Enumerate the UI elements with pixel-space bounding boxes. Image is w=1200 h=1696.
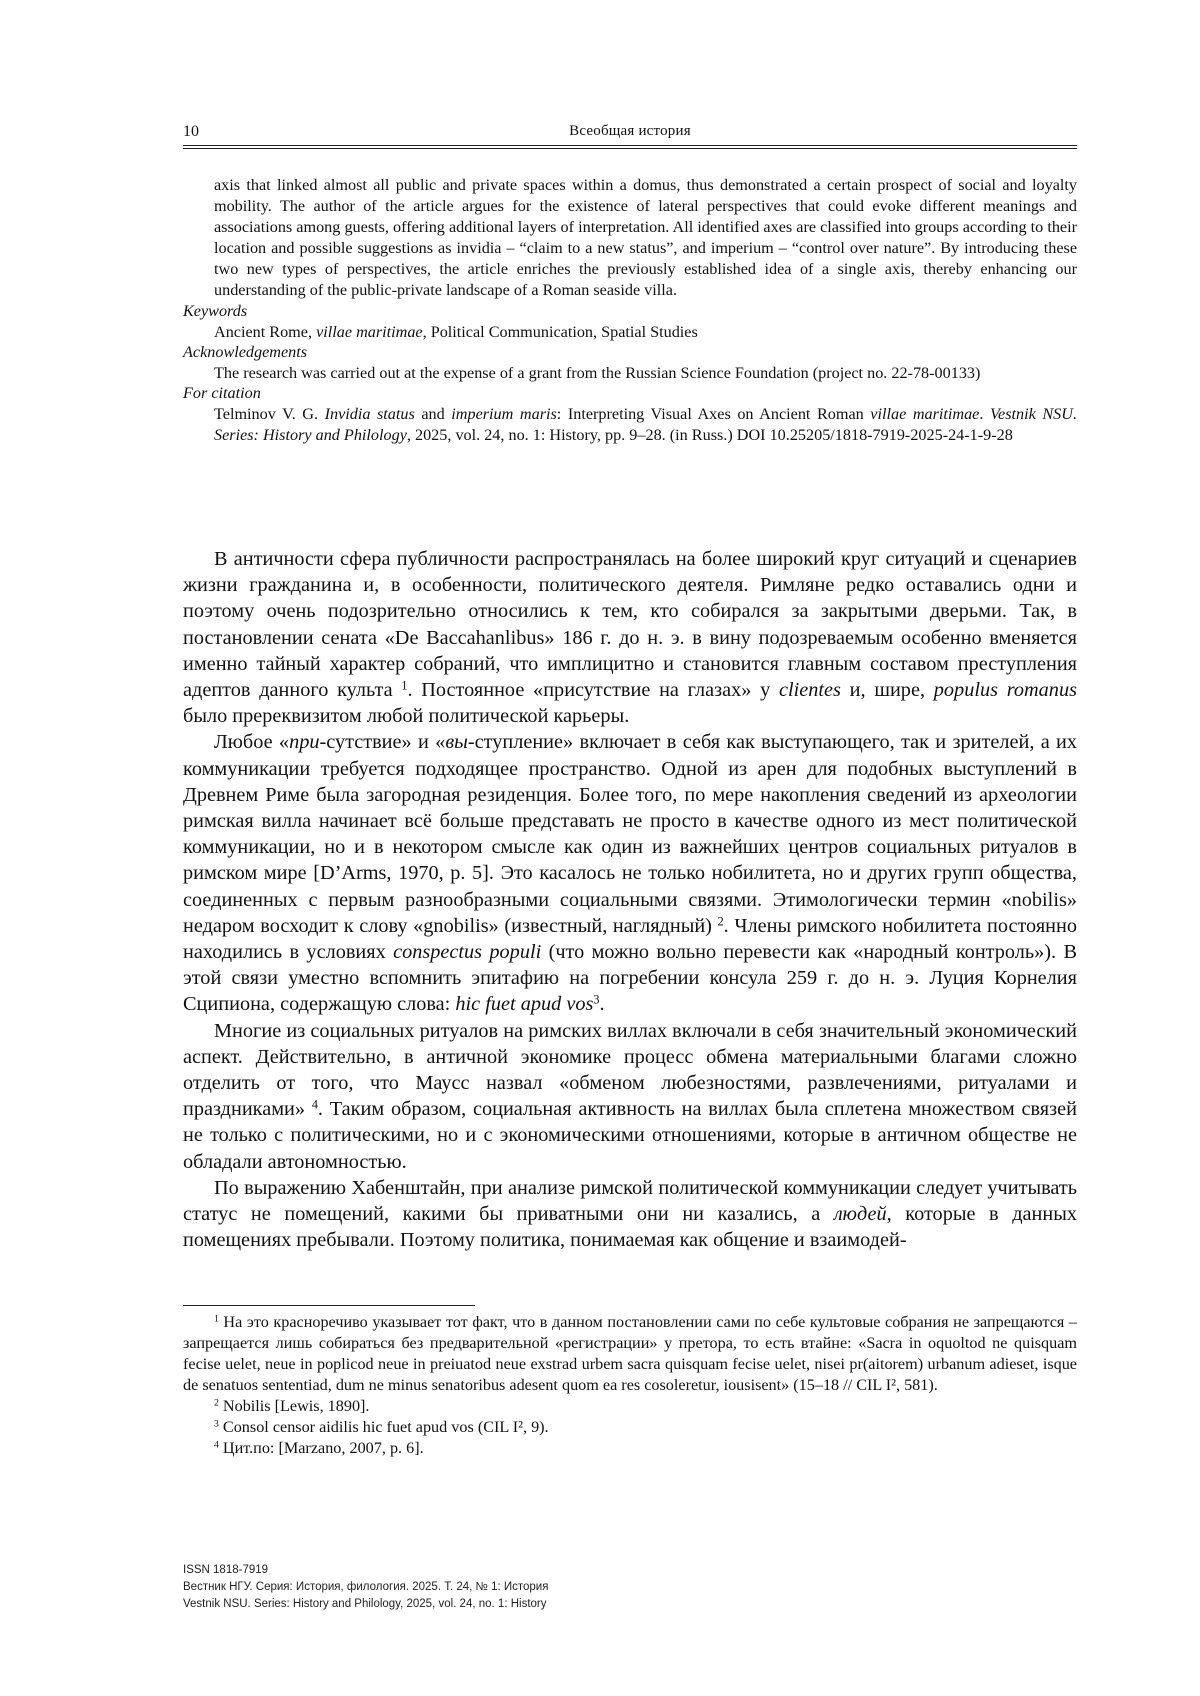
citation-block bbox=[183, 383, 1077, 446]
page-number: 10 bbox=[183, 123, 199, 140]
footer-journal-ru: Вестник НГУ. Серия: История, филология. 2025. Т. 24, № 1: История bbox=[183, 1581, 549, 1593]
header-rule-thick bbox=[183, 148, 1077, 149]
abstract-continuation: axis that linked almost all public and private spaces within a domus, thus demonstrated a certain prospect of social and loyalty mobility. The author of the article argues for the existence of lateral perspectives that could evoke different meanings and associations among guests, offering additional layers of interpretation. All identified axes are classified into groups according to their location and possible suggestions as invidia – “claim to a new status”, and imperium – “control over nature”. By introducing these two new types of perspectives, the article enriches the previously established idea of a single axis, thereby enhancing our understanding of the public-private landscape of a Roman seaside villa. bbox=[214, 176, 1077, 299]
footnote-rule bbox=[183, 1305, 475, 1306]
paragraph-1: В античности сфера публичности распространялась на более широкий круг ситуаций и сценариев жизни гражданина и, в особенности, политического деятеля. Римляне редко оставались одни и поэтому очень подозрительно относились к тем, кто собирался за закрытыми дверьми. Так, в постановлении сената «De Baccahanlibus» 186 г. до н. э. в вину подозреваемым особенно вменяется именно тайный характер собраний, что имплицитно и становится главным составом преступления адептов данного культа $^1$. Постоянное «присутствие на глазах» у clientes и, шире, populus romanus было пререквизитом любой политической карьеры. bbox=[183, 548, 1077, 728]
footnote-3: $^3$ Consol censor aidilis hic fuet apud vos (CIL I², 9). bbox=[214, 1418, 549, 1436]
citation-value: Telminov V. G. Invidia status and imperium maris: Interpreting Visual Axes on Ancient Roman villae maritimae. Vestnik NSU. Series: History and Philology, 2025, vol. 24, no. 1: History, pp. 9–28. (in Russ.) DOI 10.25205/1818-7919-2025-24-1-9-28 bbox=[214, 405, 1078, 444]
citation-label: For citation bbox=[183, 384, 261, 402]
paragraph-3: Многие из социальных ритуалов на римских виллах включали в себя значительный экономический аспект. Действительно, в античной экономике процесс обмена материальными благами сложно отделить от того, что Маусс назвал «обменом любезностями, развлечениями, ритуалами и праздниками» $^4$. Таким образом, социальная активность на виллах была сплетена множеством связей не только с политическими, но и с экономическими отношениями, которые в античном обществе не обладали автономностью. bbox=[183, 1019, 1077, 1173]
keywords-block bbox=[183, 301, 1077, 343]
footnote-ref-4[interactable]: 4 bbox=[311, 1097, 318, 1112]
keywords-value: Ancient Rome, villae maritimae, Political Communication, Spatial Studies bbox=[214, 323, 698, 341]
acknowledgements-label: Acknowledgements bbox=[183, 343, 308, 361]
footnote-ref-1[interactable]: 1 bbox=[401, 678, 408, 693]
footnote-4: $^4$ Цит.по: [Marzano, 2007, p. 6]. bbox=[214, 1439, 424, 1457]
acknowledgements-block bbox=[183, 342, 1077, 384]
header-rule bbox=[183, 145, 1077, 146]
acknowledgements-value: The research was carried out at the expense of a grant from the Russian Science Foundation (project no. 22-78-00133) bbox=[214, 364, 981, 382]
keywords-label: Keywords bbox=[183, 302, 248, 320]
page-footer bbox=[183, 1562, 548, 1613]
article-body bbox=[183, 546, 1077, 1253]
footnotes bbox=[183, 1312, 1077, 1459]
footnote-2: $^2$ Nobilis [Lewis, 1890]. bbox=[214, 1397, 370, 1415]
footer-issn: ISSN 1818-7919 bbox=[183, 1564, 269, 1576]
paragraph-2: Любое «при-сутствие» и «вы-ступление» включает в себя как выступающего, так и зрителей, а их коммуникации требуется подходящее пространство. Одной из арен для подобных выступлений в Древнем Риме была загородная резиденция. Более того, по мере накопления сведений из археологии римская вилла начинает всё больше представать не просто в качестве одного из мест политической коммуникации, но и в некотором смысле как один из важнейших центров социальных ритуалов в римском мире [D’Arms, 1970, p. 5]. Это касалось не только нобилитета, но и других групп общества, соединенных с первым разнообразными социальными связями. Этимологически термин «nobilis» недаром восходит к слову «gnobilis» (известный, наглядный) $^2$. Члены римского нобилитета постоянно находились в условиях conspectus populi (что можно вольно перевести как «народный контроль»). В этой связи уместно вспомнить эпитафию на погребении консула 259 г. до н. э. Луция Корнелия Сципиона, содержащую слова: hic fuet apud vos$^3$. bbox=[183, 731, 1078, 1016]
running-header: Всеобщая история bbox=[569, 123, 691, 139]
paragraph-4: По выражению Хабенштайн, при анализе римской политической коммуникации следует учитывать статус не помещений, какими бы приватными они ни казались, а людей, которые в данных помещениях пребывали. Поэтому политика, понимаемая как общение и взаимодей- bbox=[183, 1176, 1077, 1252]
footnote-ref-2[interactable]: 2 bbox=[717, 914, 724, 929]
footnote-ref-3[interactable]: 3 bbox=[593, 992, 600, 1007]
footnote-1: $^1$ На это красноречиво указывает тот факт, что в данном постановлении сами по себе культовые собрания не запрещаются – запрещается лишь собираться без предварительной «регистрации» у претора, то есть втайне: «Sacra in oquoltod ne quisquam fecise uelet, neue in poplicod neue in preiuatod neue exstrad urbem sacra quisquam fecise uelet, nisei pr(aitorem) urbanum adieset, isque de senatuos sententiad, dum ne minus senatoribus adesent quom ea res cosoleretur, iousisent» (15–18 // CIL I², 581). bbox=[183, 1313, 1077, 1394]
footer-journal-en: Vestnik NSU. Series: History and Philology, 2025, vol. 24, no. 1: History bbox=[183, 1598, 547, 1610]
